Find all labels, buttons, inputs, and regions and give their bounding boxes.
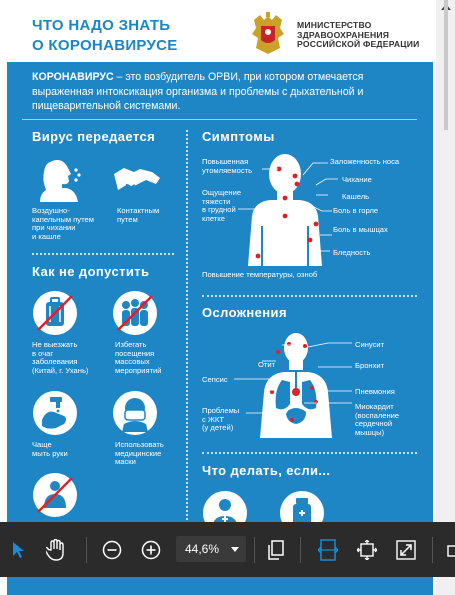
fullscreen-icon — [396, 540, 416, 560]
column-divider — [186, 130, 188, 520]
nose-label: Заложенность носа — [330, 157, 400, 166]
hand-washing-icon — [32, 390, 78, 436]
rotate-icon — [440, 540, 455, 560]
medical-mask-icon — [112, 390, 158, 436]
cursor-arrow-icon — [12, 541, 26, 559]
zoom-out-button[interactable] — [99, 522, 125, 577]
cough-label: Кашель — [342, 192, 370, 201]
sepsis-label: Сепсис — [202, 375, 228, 384]
fullscreen-button[interactable] — [393, 522, 419, 577]
gi-problems-label: Проблемы с ЖКТ (у детей) — [202, 406, 240, 433]
zoom-level-select[interactable]: 44,6% — [176, 536, 246, 562]
copy-page-button[interactable] — [263, 522, 289, 577]
otitis-label: Отит — [258, 360, 276, 369]
no-travel-icon — [32, 290, 78, 336]
toolbar-separator — [300, 537, 301, 563]
zoom-in-button[interactable] — [138, 522, 164, 577]
no-travel-label: Не выезжать в очаг заболевания (Китай, г. Ухань) — [32, 340, 89, 375]
throat-label: Боль в горле — [333, 206, 379, 215]
toolbar-separator — [86, 537, 87, 563]
fit-page-icon — [357, 540, 377, 560]
copy-pages-icon — [267, 540, 285, 560]
divider-dots — [202, 295, 417, 297]
intro-text: КОРОНАВИРУС – это возбудитель ОРВИ, при котором отмечается выраженная интоксикация организма и проблемы с дыхательной и пищеварительной системами. — [32, 71, 364, 112]
divider-dots — [32, 253, 174, 255]
myocarditis-label: Миокардит (воспаление сердечной мышцы) — [355, 402, 400, 437]
fit-width-button[interactable] — [315, 522, 341, 577]
zoom-in-icon — [141, 540, 161, 560]
select-tool-button[interactable] — [6, 522, 32, 577]
chest-label: Ощущение тяжести в грудной клетке — [202, 188, 242, 223]
scrollbar-thumb[interactable] — [444, 0, 448, 130]
masks-label: Использовать медицинские маски — [115, 440, 164, 467]
sneezing-person-icon — [36, 156, 82, 202]
wash-hands-label: Чаще мыть руки — [32, 440, 68, 458]
more-tools-button[interactable] — [440, 522, 455, 577]
handshake-icon — [112, 164, 162, 196]
avoid-crowds-label: Избегать посещения массовых мероприятий — [115, 340, 162, 375]
fit-page-button[interactable] — [354, 522, 380, 577]
fever-label: Повышение температуры, озноб — [202, 270, 318, 279]
ministry-name: МИНИСТЕРСТВО ЗДРАВООХРАНЕНИЯ РОССИЙСКОЙ ФЕДЕРАЦИИ — [297, 20, 420, 50]
airborne-label: Воздушно- капельным путем при чихании и кашле — [32, 206, 94, 241]
chevron-down-icon[interactable] — [231, 547, 239, 552]
zoom-out-icon — [102, 540, 122, 560]
no-contact-icon — [32, 472, 78, 518]
pneumonia-label: Пневмония — [355, 387, 395, 396]
symptoms-heading: Симптомы — [202, 129, 275, 144]
fatigue-label: Повышенная утомляемость — [202, 157, 253, 175]
intro-divider — [22, 119, 417, 120]
divider-dots — [202, 452, 417, 454]
hand-tool-button[interactable] — [42, 522, 70, 577]
toolbar-separator — [432, 537, 433, 563]
toolbar-separator — [254, 537, 255, 563]
complications-heading: Осложнения — [202, 305, 287, 320]
muscles-label: Боль в мышцах — [333, 225, 388, 234]
poster-title: ЧТО НАДО ЗНАТЬ О КОРОНАВИРУСЕ — [32, 17, 178, 54]
sneeze-label: Чихание — [342, 175, 372, 184]
no-crowds-icon — [112, 290, 158, 336]
bronchitis-label: Бронхит — [355, 361, 385, 370]
transmission-heading: Вирус передается — [32, 129, 156, 144]
coat-of-arms-icon — [248, 12, 288, 56]
sinusitis-label: Синусит — [355, 340, 385, 349]
hand-icon — [46, 539, 66, 561]
what-to-do-heading: Что делать, если... — [202, 463, 331, 478]
pale-label: Бледность — [333, 248, 371, 257]
fit-width-icon — [318, 539, 338, 561]
contact-label: Контактным путем — [117, 206, 160, 224]
prevention-heading: Как не допустить — [32, 264, 150, 279]
